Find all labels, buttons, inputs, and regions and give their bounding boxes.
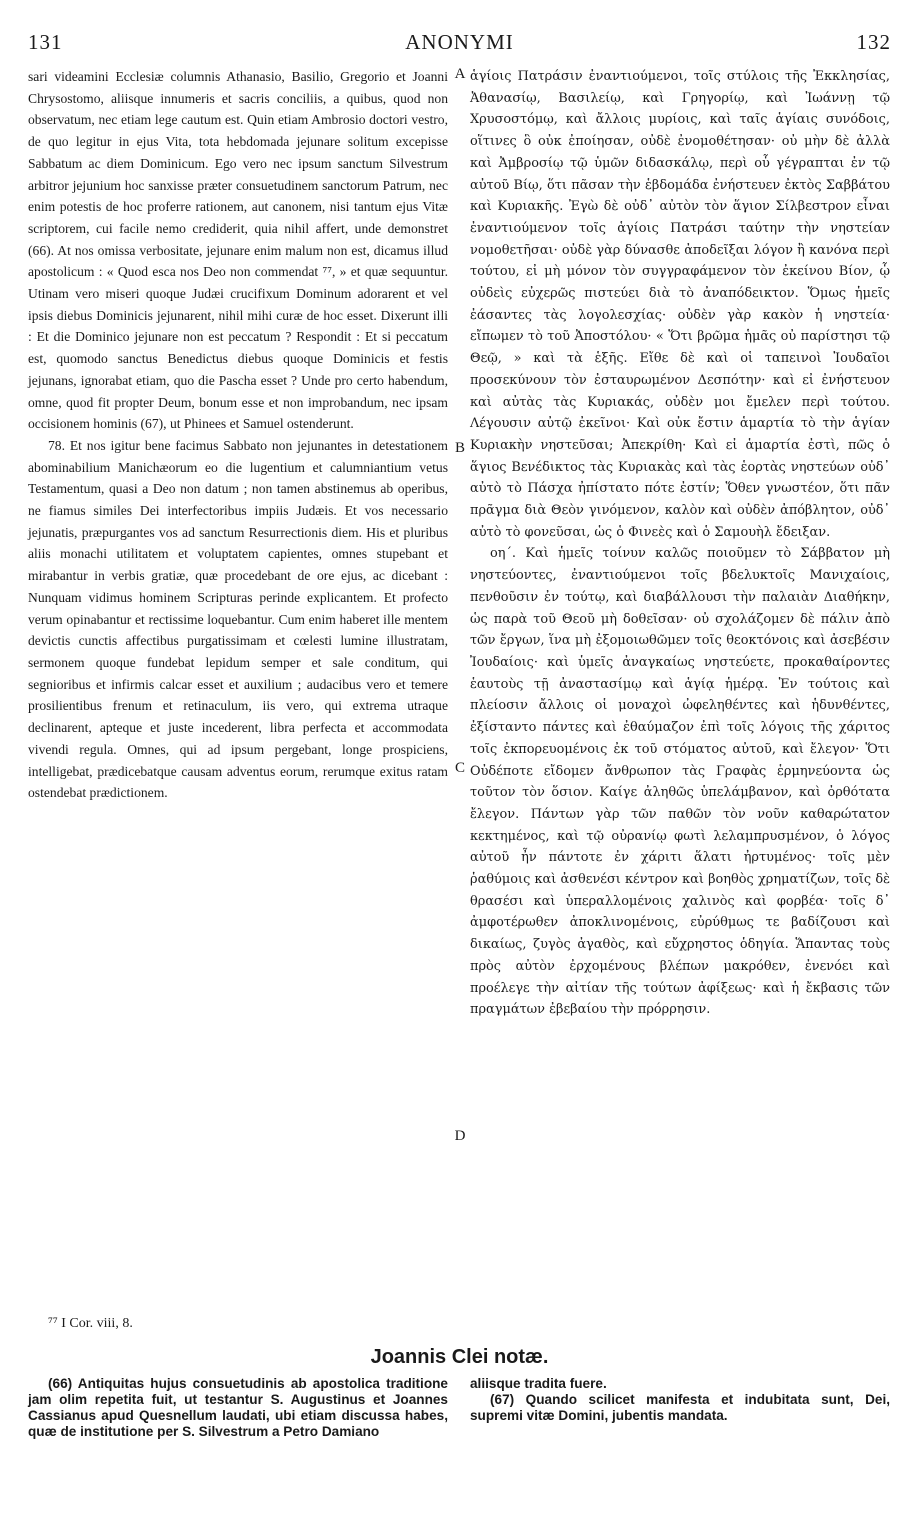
notes-left-column: [28, 1376, 448, 1440]
notes-right-column: [470, 1376, 890, 1424]
note-66-continued: aliisque tradita fuere.: [470, 1376, 607, 1391]
latin-paragraph-2: 78. Et nos igitur bene facimus Sabbato non jejunantes in detestationem abominabilium Manichæorum eo die lugentium et calumniantium vetus Testamentum, quasi a Deo non datum ; non tamen abstinemus ab operibus, ne fiamus similes Dei interfectoribus impiis Judæis. Et vos necessario jejunatis, præpurgantes vos ad sanctum Resurrectionis diem. His et pluribus aliis monachi utilitatem et voluptatem capientes, omnes stupebant et mirabantur in verbis gratiæ, quæ procedebant de ore ejus, ac dicebant : Nunquam vidimus hominem Scripturas perinde explicantem. Et profecto verum opinabantur et rectissime loquebantur. Cum enim haberet ille mentem devictis cunctis affectibus purgatissimam et cœlesti lumine illustratam, sermonem quoque fundebat lepidum semper et sale conditum, qui segnioribus et infirmis calcar esset et auxilium ; audacibus vero et temere prosilientibus frenum et retinaculum, iis vero, qui extrema utraque declinarent, apteque et juste incederent, libra perfecta et accommodata vivendi regula. Omnes, qui ad ipsum pergebant, longe prospiciens, intelligebat, prædicebatque causam adventus eorum, rerumque exitus ratam ostendebat prædictionem.: [28, 437, 448, 801]
running-title: ANONYMI: [405, 30, 514, 54]
latin-column: [28, 66, 448, 804]
left-page-number: 131: [28, 30, 63, 54]
right-page-number: 132: [856, 30, 891, 54]
running-header: [28, 30, 891, 62]
margin-letter-d: D: [454, 1128, 466, 1144]
notes-heading: Joannis Clei notæ.: [370, 1346, 549, 1368]
margin-letter-b: B: [454, 440, 465, 456]
margin-letter-c: C: [454, 760, 465, 776]
footnote: ⁷⁷ I Cor. viii, 8.: [48, 1316, 133, 1331]
greek-column: [470, 66, 890, 1021]
latin-paragraph-1: sari videamini Ecclesiæ columnis Athanasio, Basilio, Gregorio et Joanni Chrysostomo, aliisque innumeris et sacris conciliis, a quibus, quod non observatum, nec etiam lege cautum est. Quin etiam Ambrosio doctori vestro, de quo legitur in ejus Vita, tota hebdomada jejunare solitum excepisse Sabbatum ac diem Dominicum. Ego vero nec ipsum sanctum Silvestrum arbitror jejunium hoc sanxisse præter consuetudinem sanctorum Patrum, nec enim potestis de hoc proferre rationem, aut canonem, nisi tantum ejus Vitæ scriptorem, cui facile nemo crediderit, quia nihil affert, unde demonstret (66). At nos omissa verbositate, jejunare enim malum non est, dicamus illud apostolicum : « Quod esca nos Deo non commendat ⁷⁷, » et quæ sequuntur. Utinam vero miseri quoque Judæi crucifixum Dominum adorarent et vel ipsis diebus Dominicis jejunarent, nihil mihi curæ de hoc esset. Dixerunt illi : Et die Dominico jejunare non est peccatum ? Respondit : Et si peccatum est, quomodo sanctus Benedictus diebus quoque Dominicis et festis jejunans, ignorabat etiam, quo die Pascha esset ? Unde pro certo habendum, omne, quod fit propter Deum, bonum esse et non improbandum, nec ipsam occisionem hominis (67), ut Phinees et Samuel ostenderunt.: [28, 69, 448, 432]
greek-paragraph-2: οη΄. Καὶ ἡμεῖς τοίνυν καλῶς ποιοῦμεν τὸ Σάββατον μὴ νηστεύοντες, ἐναντιούμενοι τοῖς βδελυκτοῖς Μανιχαίοις, πενθοῦσιν ἐν τούτῳ, καὶ διαβάλλουσι τὴν παλαιὰν Διαθήκην, ὡς παρὰ τοῦ Θεοῦ μὴ δοθεῖσαν· οὐ σχολάζομεν δὲ πάλιν ἀπὸ τῶν ἔργων, ἵνα μὴ ἐξομοιωθῶμεν τοῖς θεοκτόνοις καὶ ἀσεβέσιν Ἰουδαίοις· καὶ ὑμεῖς ἀναγκαίως νηστεύετε, προκαθαίροντες ἑαυτοὺς τῇ ἀναστασίμῳ καὶ ἁγίᾳ ἡμέρᾳ. Ἐν τούτοις καὶ πλείοσιν ἄλλοις οἱ μοναχοὶ ὠφεληθέντες καὶ ἡδυνθέντες, ἐξίσταντο πάντες καὶ ἐθαύμαζον ἐπὶ τοῖς λόγοις τῆς χάριτος τοῖς ἐκπορευομένοις ἐκ τοῦ στόματος αὐτοῦ, καὶ ἔλεγον· Ὅτι Οὐδέποτε εἴδομεν ἄνθρωπον τὰς Γραφὰς ἑρμηνεύοντα ὡς τοῦτον τὸν ὅσιον. Καίγε ἀληθῶς ὑπελάμβανον, καὶ ὀρθότατα ἔλεγον. Πάντων γὰρ τῶν παθῶν τὸν νοῦν καθαρώτατον κεκτημένος, καὶ τῷ οὐρανίῳ φωτὶ λελαμπρυσμένον, ὁ λόγος αὐτοῦ ἦν πάντοτε ἐν χάριτι ἅλατι ἠρτυμένος· τοῖς μὲν ῥαθύμοις καὶ ἀσθενέσι κέντρον καὶ βοηθὸς χρηματίζων, τοῖς δὲ θρασέσι καὶ ὑπεραλλομένοις χαλινὸς καὶ φορβέα· τοῖς δ᾽ ἀμφοτέρωθεν ἀποκλινομένοις, εὐρύθμως τε βαδίζουσι καὶ δικαίως, ζυγὸς ἀγαθὸς, καὶ εὔχρηστος ὁδηγία. Ἅπαντας τοὺς πρὸς αὐτὸν ἐρχομένους βλέπων μακρόθεν, ἐνενόει καὶ προέλεγε τὴν αἰτίαν τῆς τούτων ἀφίξεως· καὶ ἡ ἔκβασις τῶν πραγμάτων ἐβεβαίου τὴν πρόρρησιν.: [470, 546, 890, 1018]
note-67: (67) Quando scilicet manifesta et indubitata sunt, Dei, supremi vitæ Domini, jubentis mandata.: [470, 1392, 890, 1423]
margin-letter-a: A: [454, 66, 466, 82]
note-66: (66) Antiquitas hujus consuetudinis ab apostolica traditione jam olim repetita fuit, ut testantur S. Augustinus et Joannes Cassianus apud Quesnellum laudati, ubi etiam discussa habes, quæ de institutione per S. Silvestrum a Petro Damiano: [28, 1376, 448, 1439]
greek-paragraph-1: ἁγίοις Πατράσιν ἐναντιούμενοι, τοῖς στύλοις τῆς Ἐκκλησίας, Ἀθανασίῳ, Βασιλείῳ, καὶ Γρηγορίῳ, καὶ Ἰωάννῃ τῷ Χρυσοστόμῳ, καὶ ἄλλοις μυρίοις, καὶ ταῖς ἁγίαις συνόδοις, οἵτινες ὃ οὐκ ἐποίησαν, οὐδὲ ἐνομοθέτησαν· οὐ μὴν δὲ ἀλλὰ καὶ Ἀμβροσίῳ τῷ ὑμῶν διδασκάλῳ, περὶ οὗ γέγραπται ἐν τῷ αὐτοῦ Βίῳ, ὅτι πᾶσαν τὴν ἑβδομάδα ἐνήστευεν ἐκτὸς Σαββάτου καὶ Κυριακῆς. Ἐγὼ δὲ οὐδ᾽ αὐτὸν τὸν ἅγιον Σίλβεστρον εἶναι ἐναντιούμενον τοῖς ἁγίοις Πατράσι ταύτην τὴν νηστείαν νομοθετῆσαι· οὐδὲ γὰρ δύνασθε ἀποδεῖξαι λόγον ἢ κανόνα περὶ τούτου, εἰ μὴ μόνον τὸν συγγραφάμενον τὸν ἐκείνου Βίον, ᾧ οὐδεὶς εὐχερῶς πιστεύει διὰ τὸ ἀναπόδεικτον. Ὅμως ἡμεῖς ἐάσαντες τὰς λογολεσχίας· οὐδὲν γὰρ κακὸν ἡ νηστεία· εἴπωμεν τὸ τοῦ Ἀποστόλου· « Ὅτι βρῶμα ἡμᾶς οὐ παρίστησι τῷ Θεῷ, » καὶ τὰ ἑξῆς. Εἴθε δὲ καὶ οἱ ταπεινοὶ Ἰουδαῖοι προσεκύνουν τὸν ἐσταυρωμένον Δεσπότην· καὶ εἰ ἐνήστευον καὶ αὐτὰς τὰς Κυριακάς, οὐδὲν μοι ἔμελεν περὶ τούτου. Λέγουσιν αὐτῷ ἐκεῖνοι· Καὶ οὐκ ἔστιν ἁμαρτία τὸ τὴν ἁγίαν Κυριακὴν νηστεῦσαι; Ἀπεκρίθη· Καὶ εἰ ἁμαρτία ἐστὶ, πῶς ὁ ἅγιος Βενέδικτος τὰς Κυριακὰς καὶ τὰς ἑορτὰς νηστεύων οὐδ᾽ αὐτὸ τὸ Πάσχα ἠπίστατο πότε ἐστίν; Ὅθεν γνωστέον, ὅτι πᾶν πρᾶγμα διὰ Θεὸν γινόμενον, καλὸν καὶ οὐδὲν ἀπόβλητον, οὐδ᾽ αὐτὸ τὸ φονεῦσαι, ὡς ὁ Φινεὲς καὶ ὁ Σαμουὴλ ἔδειξαν.: [470, 69, 890, 540]
